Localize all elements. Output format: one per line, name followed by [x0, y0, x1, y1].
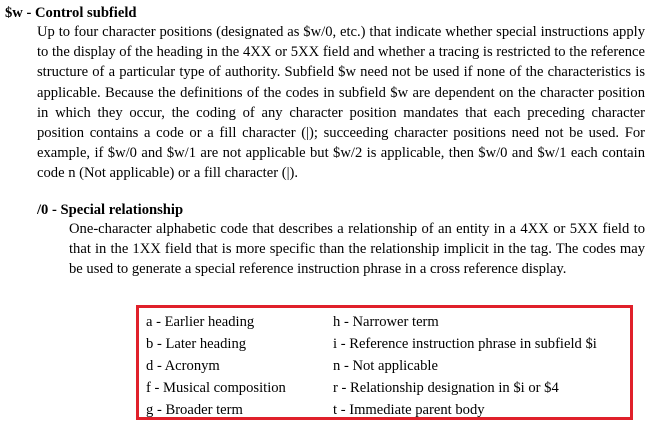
codes-column-left: [146, 311, 286, 421]
code-item-h: h - Narrower term: [333, 314, 439, 330]
special-relationship-description: One-character alphabetic code that describes a relationship of an entity in a 4XX or 5XX field to that in the 1XX field that is more specific than the relationship implicit in the tag. The codes may be used to generate a special reference instruction phrase in a cross reference display.: [69, 221, 645, 278]
relationship-codes-highlight-box: [136, 305, 633, 420]
code-item-i: i - Reference instruction phrase in subfield $i: [333, 336, 597, 352]
code-item-f: f - Musical composition: [146, 380, 286, 396]
code-item-g: g - Broader term: [146, 402, 243, 418]
code-item-t: t - Immediate parent body: [333, 402, 485, 418]
code-item-d: d - Acronym: [146, 358, 220, 374]
code-item-b: b - Later heading: [146, 336, 247, 352]
subfield-w-heading: $w - Control subfield: [5, 5, 137, 21]
codes-column-right: [333, 311, 597, 421]
code-item-r: r - Relationship designation in $i or $4: [333, 380, 559, 396]
special-relationship-heading: /0 - Special relationship: [37, 202, 184, 218]
code-item-n: n - Not applicable: [333, 358, 438, 374]
subfield-w-description: Up to four character positions (designated as $w/0, etc.) that indicate whether special instructions apply to the display of the heading in the 4XX or 5XX field and whether a tracing is restricted to the reference structure of a particular type of authority. Subfield $w need not be used if none of the characteristics is applicable. Because the definitions of the codes in subfield $w are dependent on the character position in which they occur, the coding of any character position mandates that each preceding character position contains a code or a fill character (|); succeeding character positions need not be used. For example, if $w/0 and $w/1 are not applicable but $w/2 is applicable, then $w/0 and $w/1 each contain code n (Not applicable) or a fill character (|).: [37, 24, 645, 182]
code-item-a: a - Earlier heading: [146, 314, 255, 330]
